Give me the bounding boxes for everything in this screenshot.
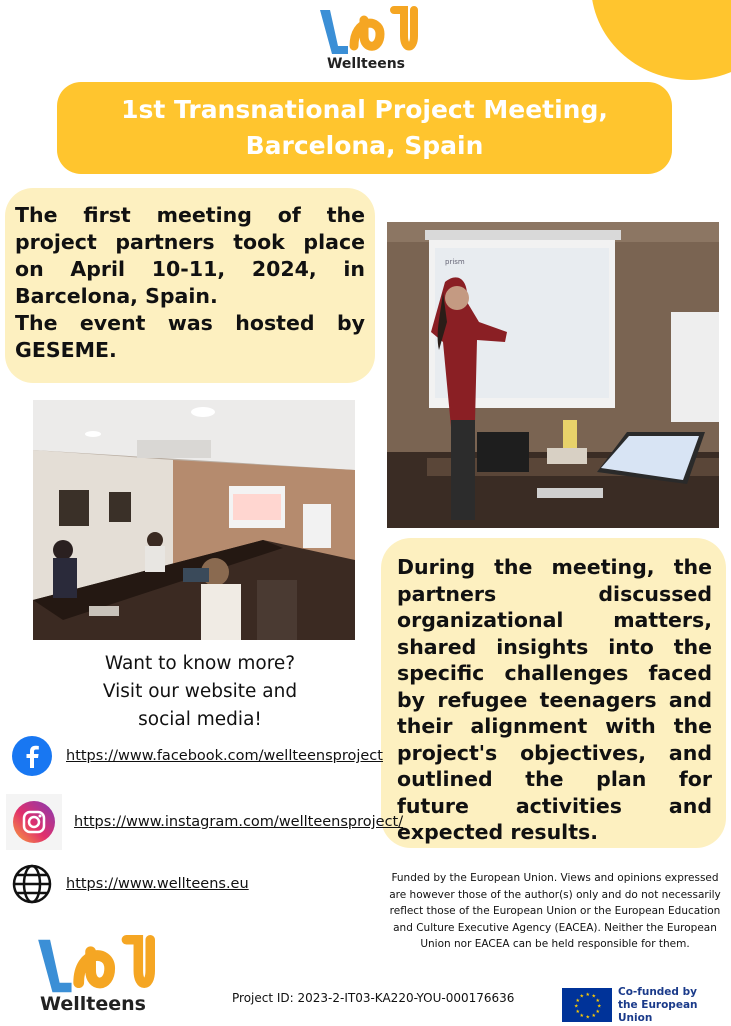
screen-brand-text: prism	[445, 258, 465, 266]
intro-panel	[5, 188, 375, 383]
wellteens-logo-mark-icon	[314, 6, 418, 58]
eu-label-line-1: Co-funded by	[618, 985, 697, 998]
logo-name: Wellteens	[326, 56, 406, 72]
more-line-2: Visit our website and	[102, 681, 298, 702]
more-line-3: social media!	[138, 709, 262, 730]
globe-icon[interactable]	[10, 862, 54, 906]
wellteens-logo-bottom	[28, 935, 158, 1020]
facebook-icon[interactable]	[10, 734, 54, 778]
meeting-summary-text: During the meeting, the partners discussed organizational matters, shared insights into the specific challenges faced by refugee teenagers and their alignment with the project's objectives, and outlined the plan for future activities and expected results.	[397, 555, 712, 844]
eu-cofunded-badge	[562, 985, 728, 1024]
logo-name-bottom: Wellteens	[40, 993, 146, 1015]
eu-label-line-2: the European Union	[618, 998, 698, 1024]
page-title	[57, 82, 672, 174]
svg-text:★: ★	[574, 1003, 579, 1010]
eu-label	[618, 986, 728, 1025]
title-line-1: 1st Transnational Project Meeting,	[121, 95, 608, 124]
svg-text:★: ★	[595, 998, 600, 1004]
instagram-row	[6, 794, 403, 850]
svg-text:★: ★	[585, 992, 590, 998]
wellteens-logo-mark-icon	[30, 935, 156, 997]
instagram-icon[interactable]	[6, 794, 62, 850]
corner-decoration	[591, 0, 731, 80]
facebook-link[interactable]: https://www.facebook.com/wellteensproject	[66, 748, 383, 764]
project-id: Project ID: 2023-2-IT03-KA220-YOU-000176636	[232, 991, 515, 1005]
intro-paragraph-1: The first meeting of the project partners took place on April 10-11, 2024, in Barcelona, Spain.	[15, 203, 365, 308]
svg-text:★: ★	[591, 1013, 596, 1019]
more-info-text	[50, 650, 350, 734]
svg-text:★: ★	[597, 1003, 602, 1010]
meeting-summary-panel	[381, 538, 726, 848]
funding-disclaimer: Funded by the European Union. Views and opinions expressed are however those of the author(s) only and do not necessarily reflect those of the European Union or the European Education and Culture Executive Agency (EACEA). Neither the European Union nor EACEA can be held responsible for them.	[389, 872, 721, 950]
svg-text:★: ★	[585, 1014, 590, 1021]
instagram-link[interactable]: https://www.instagram.com/wellteensproject/	[74, 814, 404, 830]
svg-text:★: ★	[575, 998, 580, 1004]
svg-text:★: ★	[575, 1009, 580, 1015]
title-line-2: Barcelona, Spain	[245, 131, 484, 160]
eu-flag-icon	[562, 988, 612, 1022]
website-row	[10, 862, 249, 906]
svg-text:★: ★	[591, 993, 596, 1000]
intro-paragraph-2: The event was hosted by GESEME.	[15, 311, 365, 362]
svg-text:★: ★	[579, 993, 584, 1000]
more-line-1: Want to know more?	[104, 653, 296, 674]
meeting-room-photo	[33, 400, 355, 640]
svg-text:★: ★	[595, 1009, 600, 1015]
facebook-row	[10, 734, 383, 778]
svg-text:★: ★	[579, 1013, 584, 1019]
wellteens-logo-top	[310, 6, 422, 78]
website-link[interactable]: https://www.wellteens.eu	[66, 876, 249, 892]
presenter-photo	[387, 222, 719, 528]
